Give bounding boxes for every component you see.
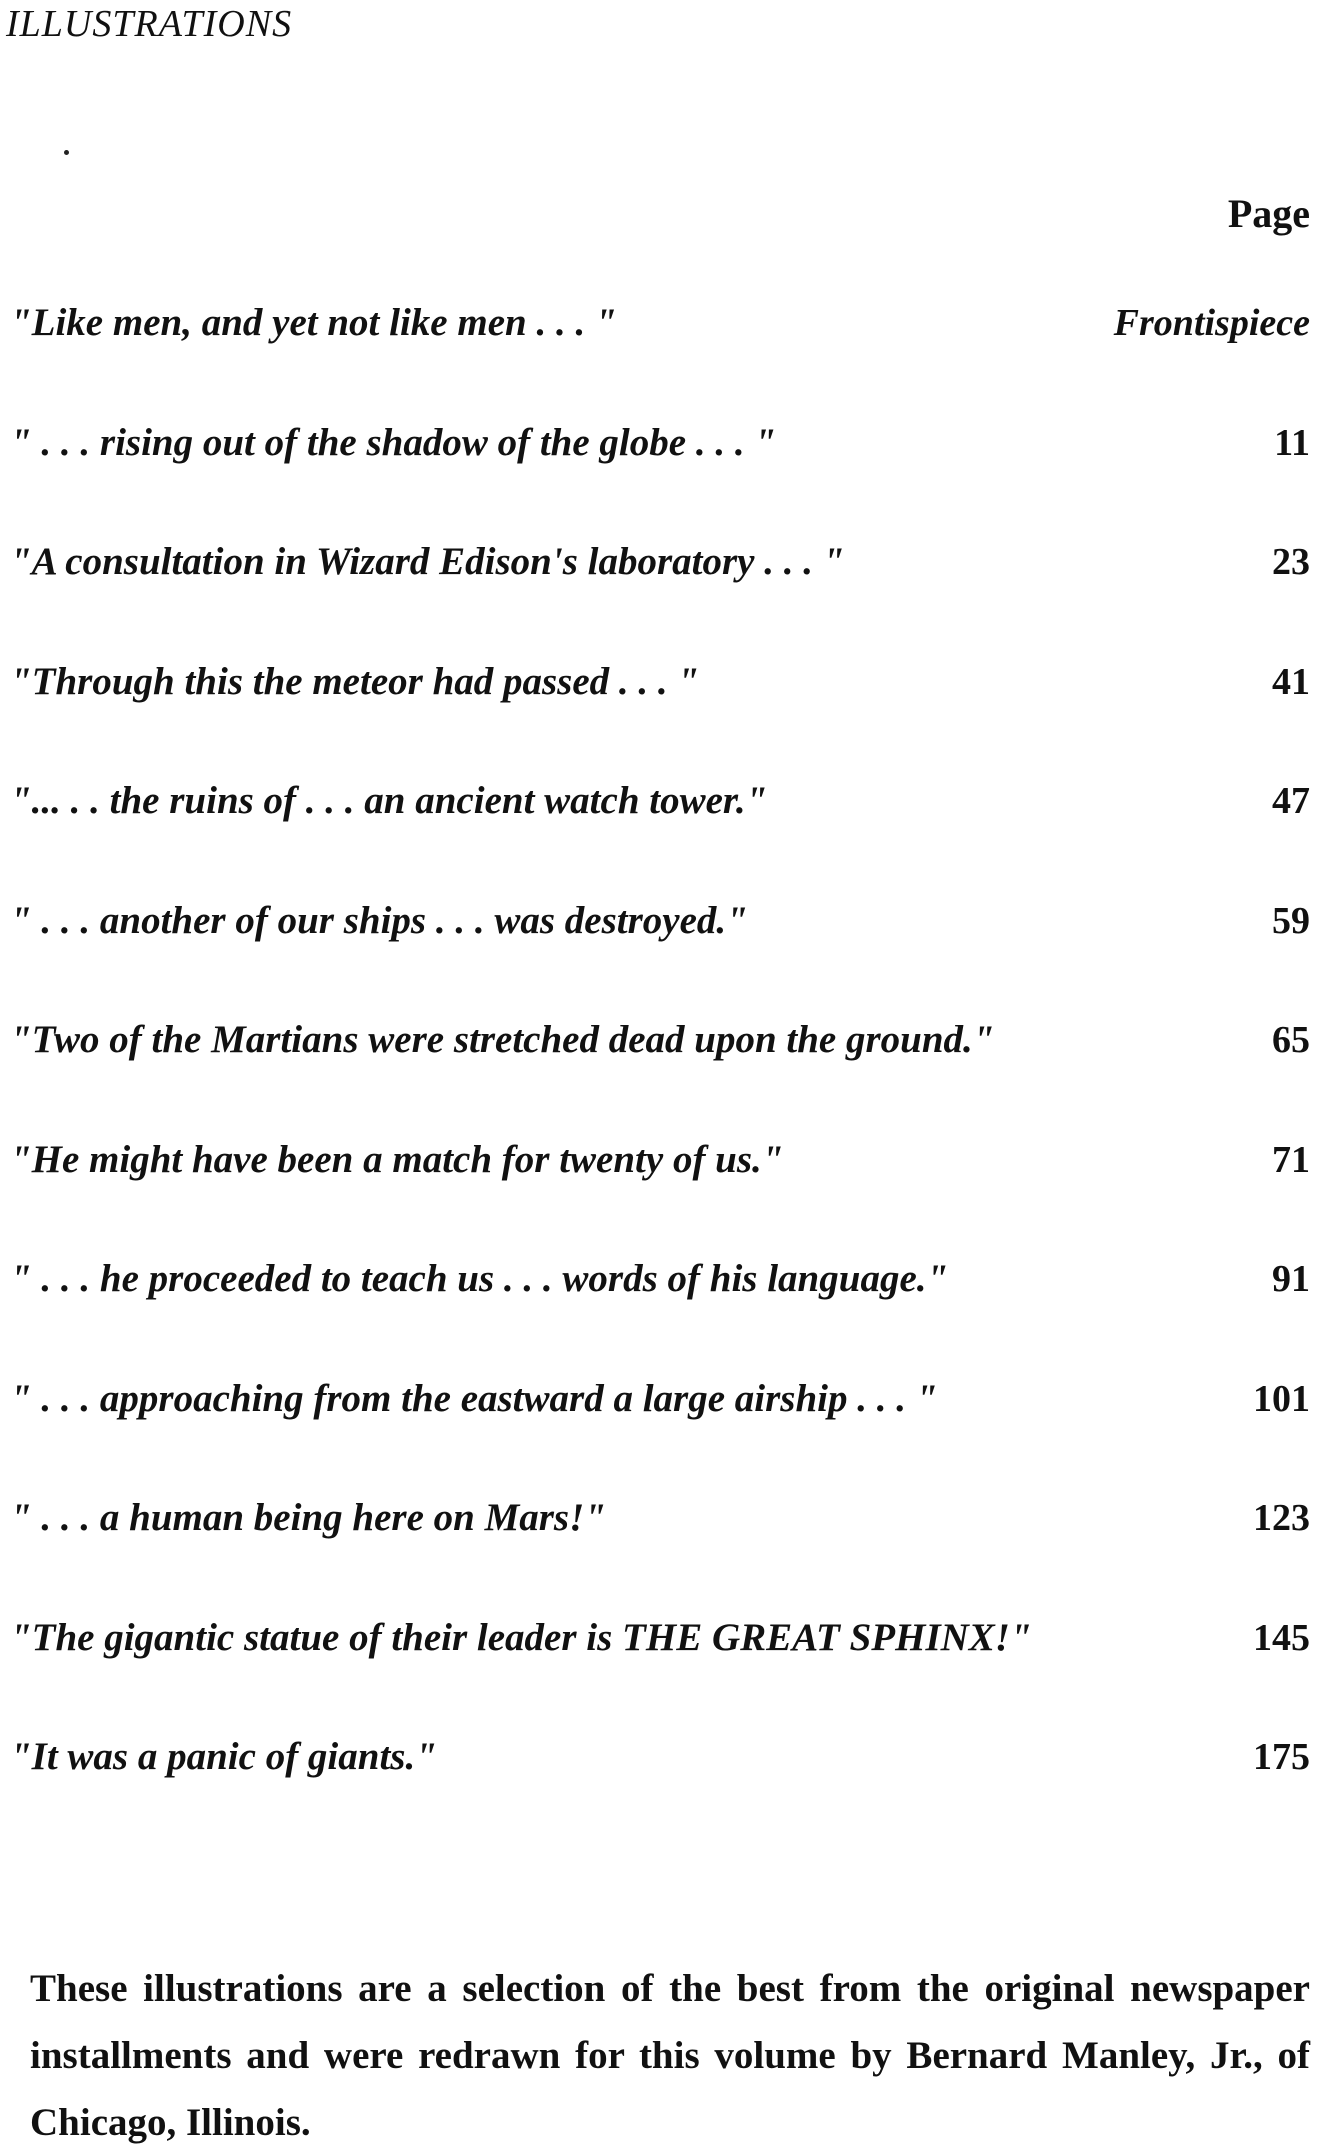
illustration-caption: " . . . a human being here on Mars!" <box>10 1496 606 1539</box>
illustration-entry <box>10 1376 1310 1496</box>
stray-dot <box>64 150 69 155</box>
illustration-list <box>10 300 1310 1854</box>
illustration-page: Frontispiece <box>1113 302 1310 344</box>
illustration-entry <box>10 1137 1310 1257</box>
illustrations-note: These illustrations are a selection of the best from the original newspaper installments and were redrawn for this volume by Bernard Manley, Jr., of Chicago, Illinois. <box>30 1967 1310 2144</box>
illustration-caption: "He might have been a match for twenty of us." <box>10 1137 784 1181</box>
illustration-page: 41 <box>1272 660 1310 703</box>
illustration-entry <box>10 898 1310 1018</box>
illustration-page: 23 <box>1272 541 1310 583</box>
illustration-page: 65 <box>1272 1019 1310 1061</box>
illustration-entry <box>10 1256 1310 1376</box>
illustration-entry <box>10 1495 1310 1615</box>
illustration-caption: "... . . the ruins of . . . an ancient watch tower." <box>10 779 768 822</box>
illustration-entry <box>10 1615 1310 1735</box>
illustration-entry <box>10 659 1310 779</box>
illustration-caption: " . . . approaching from the eastward a large airship . . . " <box>10 1376 938 1420</box>
illustration-entry <box>10 778 1310 898</box>
illustration-page: 11 <box>1274 421 1310 464</box>
illustration-page: 91 <box>1272 1258 1310 1300</box>
page-column-label: Page <box>1227 191 1310 236</box>
illustration-page: 71 <box>1272 1138 1310 1181</box>
illustration-caption: " . . . another of our ships . . . was destroyed." <box>10 898 748 942</box>
illustration-caption: " . . . rising out of the shadow of the globe . . . " <box>10 420 776 464</box>
illustration-caption: "A consultation in Wizard Edison's laboratory . . . " <box>10 540 845 583</box>
illustration-page: 59 <box>1272 899 1310 942</box>
illustration-caption: "Through this the meteor had passed . . . " <box>10 659 700 703</box>
illustration-caption: "Like men, and yet not like men . . . " <box>10 301 617 344</box>
illustration-entry <box>10 539 1310 659</box>
page-title: ILLUSTRATIONS <box>6 3 293 45</box>
illustration-caption: "The gigantic statue of their leader is THE GREAT SPHINX!" <box>10 1615 1032 1659</box>
illustration-page: 101 <box>1253 1377 1310 1420</box>
illustration-entry <box>10 420 1310 540</box>
illustration-page: 47 <box>1272 780 1310 822</box>
illustration-caption: "Two of the Martians were stretched dead upon the ground." <box>10 1018 995 1061</box>
illustration-caption: " . . . he proceeded to teach us . . . words of his language." <box>10 1257 949 1300</box>
illustration-page: 145 <box>1253 1616 1310 1659</box>
illustration-entry <box>10 300 1310 420</box>
illustration-page: 175 <box>1253 1736 1310 1778</box>
illustration-caption: "It was a panic of giants." <box>10 1735 437 1778</box>
illustration-entry <box>10 1734 1310 1854</box>
illustration-entry <box>10 1017 1310 1137</box>
illustration-page: 123 <box>1253 1497 1310 1539</box>
